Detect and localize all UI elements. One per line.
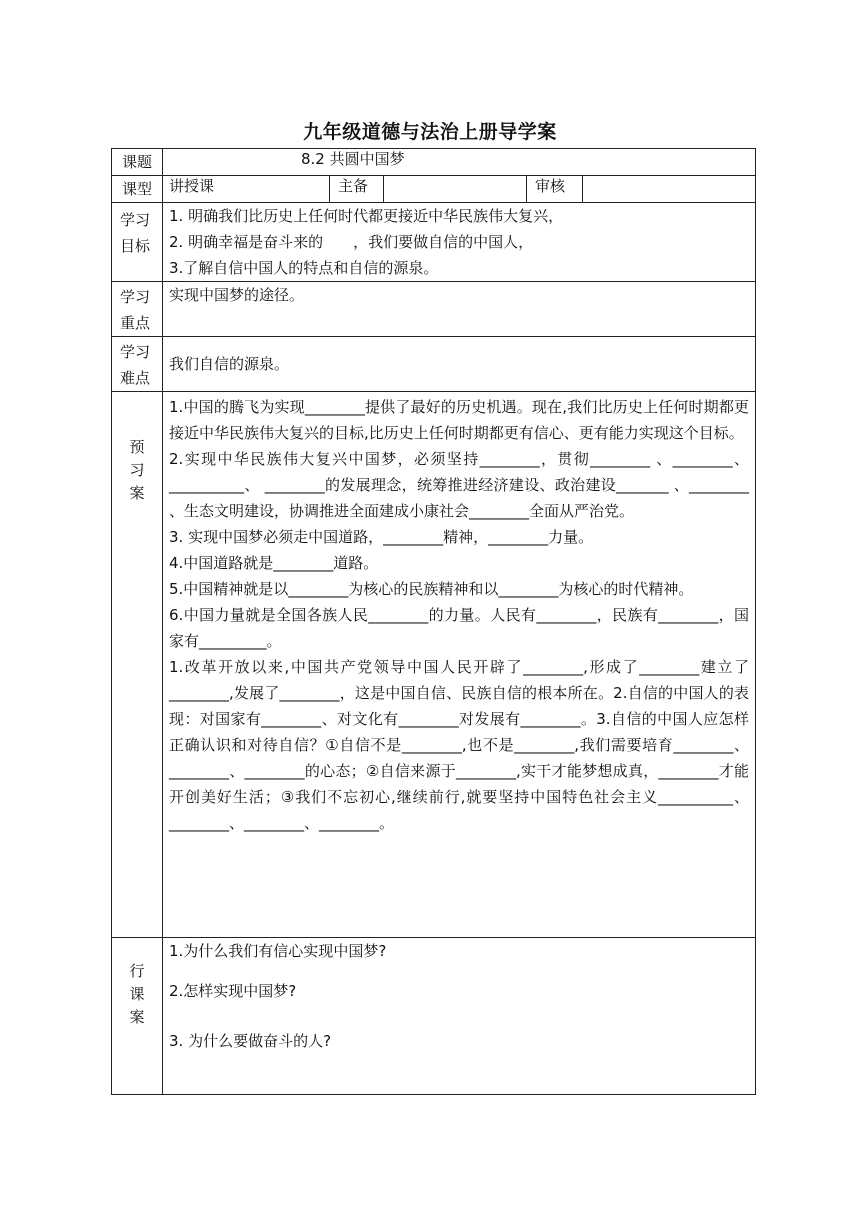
difficulty-label: 学习难点	[112, 337, 163, 392]
answer-space	[169, 1004, 749, 1028]
difficulty-text: 我们自信的源泉。	[163, 337, 756, 392]
reviewer-value	[583, 176, 756, 203]
preview-label-text: 预习案	[129, 438, 145, 502]
difficulty-row	[112, 337, 756, 392]
practice-question: 2.怎样实现中国梦?	[169, 982, 297, 1000]
goal-item: 1. 明确我们比历史上任何时代都更接近中华民族伟大复兴，	[169, 207, 564, 225]
preview-paragraph: 2.实现中华民族伟大复兴中国梦，必须坚持________，贯彻________ 、________、__________、 ________的发展理念，统筹推进经济建设、政治建设_______ 、________ 、生态文明建设，协调推进全面建成小康社会________全面从严治党。	[169, 450, 750, 520]
preview-paragraph: 1.改革开放以来,中国共产党领导中国人民开辟了________,形成了________建立了________,发展了________，这是中国自信、民族自信的根本所在。2.自信的中国人的表现：对国家有________、对文化有________对发展有________。3.自信的中国人应怎样正确认识和对待自信？①自信不是________,也不是________,我们需要培育________、________、________的心态；②自信来源于________,实干才能梦想成真，________才能开创美好生活；③我们不忘初心,继续前行,就要坚持中国特色社会主义__________、________、________、________。	[169, 658, 750, 832]
key-point-label: 学习重点	[112, 282, 163, 337]
preview-paragraph: 1.中国的腾飞为实现________提供了最好的历史机遇。现在,我们比历史上任何时期都更接近中华民族伟大复兴的目标,比历史上任何时期都更有信心、更有能力实现这个目标。	[169, 398, 750, 442]
reviewer-label: 审核	[527, 176, 583, 203]
goal-item: 3.了解自信中国人的特点和自信的源泉。	[169, 259, 439, 277]
study-guide-table	[111, 148, 756, 1095]
goals-label: 学习目标	[112, 203, 163, 282]
key-point-row	[112, 282, 756, 337]
practice-label	[112, 938, 163, 1095]
preview-paragraph: 5.中国精神就是以________为核心的民族精神和以________为核心的时代精神。	[169, 580, 694, 598]
goals-content	[163, 203, 756, 282]
preview-paragraph: 3. 实现中国梦必须走中国道路，________精神，________力量。	[169, 528, 594, 546]
practice-content	[163, 938, 756, 1095]
goal-item: 2. 明确幸福是奋斗来的 ，我们要做自信的中国人，	[169, 233, 534, 251]
answer-space	[169, 964, 749, 978]
preview-paragraph: 4.中国道路就是________道路。	[169, 554, 379, 572]
goals-row	[112, 203, 756, 282]
topic-label: 课题	[112, 149, 163, 176]
course-type-row	[112, 176, 756, 203]
topic-row	[112, 149, 756, 176]
preview-paragraph: 6.中国力量就是全国各族人民________的力量。人民有________，民族有________，国家有_________。	[169, 606, 750, 650]
practice-row	[112, 938, 756, 1095]
lead-preparer-value	[384, 176, 527, 203]
preview-content	[163, 392, 756, 938]
page-title: 九年级道德与法治上册导学案	[303, 121, 557, 143]
practice-question: 3. 为什么要做奋斗的人?	[169, 1032, 332, 1050]
course-type-value: 讲授课	[163, 176, 330, 203]
topic-value: 8.2 共圆中国梦	[163, 149, 756, 176]
key-point-text: 实现中国梦的途径。	[163, 282, 756, 337]
lead-preparer-label: 主备	[330, 176, 384, 203]
preview-row	[112, 392, 756, 938]
course-type-label: 课型	[112, 176, 163, 203]
preview-label	[112, 392, 163, 938]
practice-label-text: 行课案	[129, 962, 145, 1026]
practice-question: 1.为什么我们有信心实现中国梦?	[169, 942, 387, 960]
